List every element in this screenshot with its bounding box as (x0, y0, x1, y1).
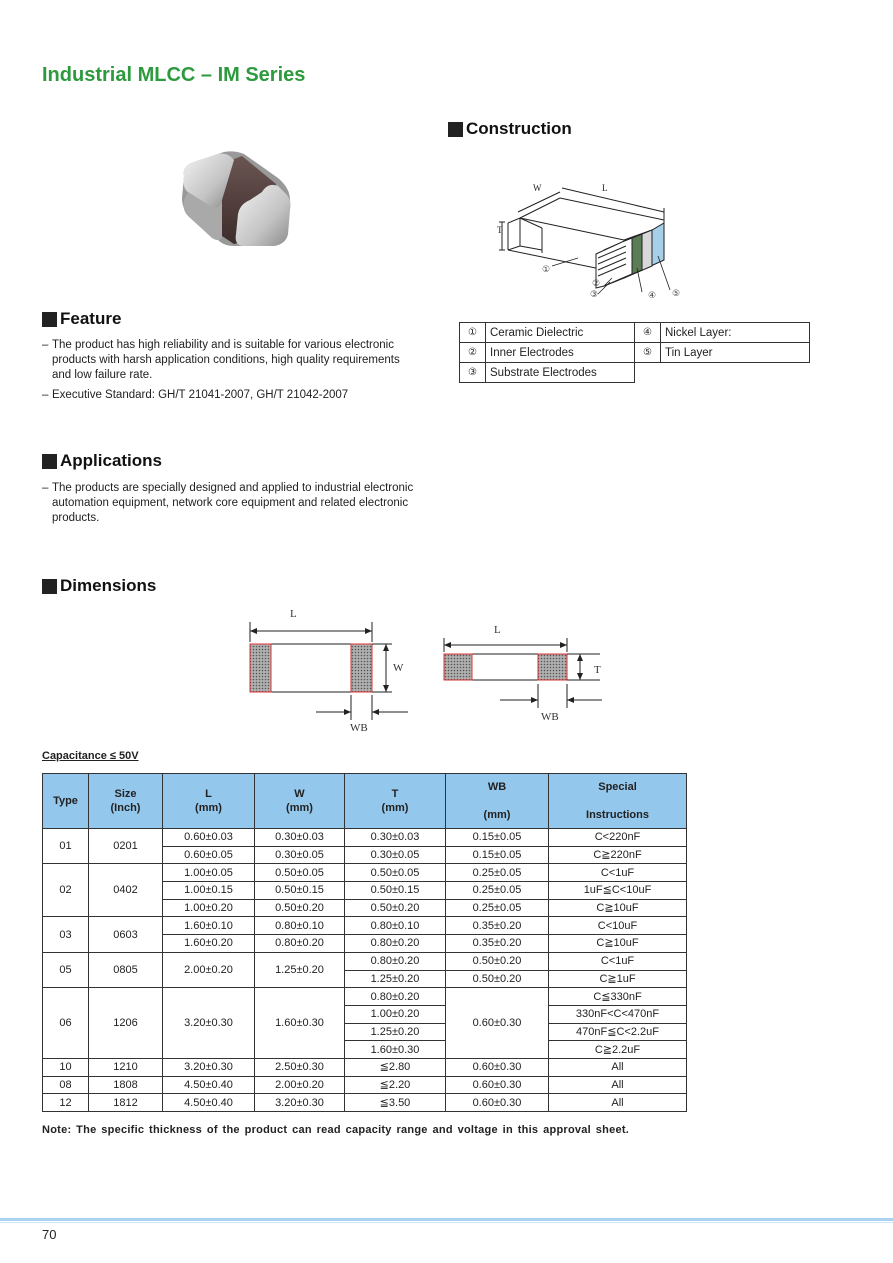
legend-label: Ceramic Dielectric (486, 323, 635, 343)
page-title: Industrial MLCC – IM Series (42, 64, 306, 86)
table-row: 1.00±0.20 0.50±0.20 0.50±0.20 0.25±0.05 C≧10uF (43, 899, 687, 917)
top-view-wb-label: WB (350, 722, 368, 734)
table-row: 12 1812 4.50±0.40 3.20±0.30 ≦3.50 0.60±0.30 All (43, 1094, 687, 1112)
legend-num: ② (460, 343, 486, 363)
table-row: 1.60±0.20 0.80±0.20 0.80±0.20 0.35±0.20 C≧10uF (43, 935, 687, 953)
table-row: 1.00±0.20 330nF<C<470nF (43, 1005, 687, 1023)
construction-w-label: W (533, 183, 542, 193)
table-row: 0.60±0.05 0.30±0.05 0.30±0.05 0.15±0.05 C≧220nF (43, 846, 687, 864)
col-header-l: L (mm) (163, 774, 255, 829)
construction-l-label: L (602, 183, 608, 193)
table-row: 1.60±0.30 C≧2.2uF (43, 1041, 687, 1059)
top-view-l-label: L (290, 608, 297, 620)
construction-legend (459, 322, 810, 383)
construction-heading: Construction (448, 119, 572, 139)
col-header-w: W (mm) (255, 774, 345, 829)
legend-label: Substrate Electrodes (486, 363, 635, 383)
construction-t-label: T (497, 225, 503, 235)
legend-num: ④ (635, 323, 661, 343)
table-row: 03 0603 1.60±0.10 0.80±0.10 0.80±0.10 0.35±0.20 C<10uF (43, 917, 687, 935)
construction-marker-3: ③ (590, 290, 599, 300)
table-row: 02 0402 1.00±0.05 0.50±0.05 0.50±0.05 0.25±0.05 C<1uF (43, 864, 687, 882)
construction-marker-2: ② (592, 279, 601, 289)
feature-bullet: – Executive Standard: GH/T 21041-2007, GH/T 21042-2007 (42, 389, 349, 401)
table-row: 1.25±0.20 0.50±0.20 C≧1uF (43, 970, 687, 988)
capacitance-label: Capacitance ≤ 50V (42, 750, 139, 762)
top-view-w-label: W (393, 662, 404, 674)
construction-marker-1: ① (542, 265, 551, 275)
heading-square-icon (448, 122, 463, 137)
construction-marker-4: ④ (648, 291, 657, 301)
legend-num: ⑤ (635, 343, 661, 363)
side-view-l-label: L (494, 624, 501, 636)
heading-square-icon (42, 312, 57, 327)
heading-square-icon (42, 579, 57, 594)
mlcc-chip-image (172, 148, 297, 250)
col-header-size: Size (Inch) (89, 774, 163, 829)
col-header-wb: WB (mm) (446, 774, 549, 829)
side-view-t-label: T (594, 664, 601, 676)
legend-num: ① (460, 323, 486, 343)
applications-heading: Applications (42, 451, 162, 471)
construction-diagram (492, 178, 702, 303)
table-row: 1.00±0.15 0.50±0.15 0.50±0.15 0.25±0.05 1uF≦C<10uF (43, 882, 687, 900)
feature-heading: Feature (42, 309, 121, 329)
col-header-special: Special Instructions (549, 774, 687, 829)
spec-table (42, 773, 687, 1112)
legend-label: Tin Layer (661, 343, 810, 363)
table-row: 01 0201 0.60±0.03 0.30±0.03 0.30±0.03 0.15±0.05 C<220nF (43, 829, 687, 847)
dimensions-heading: Dimensions (42, 576, 156, 596)
heading-square-icon (42, 454, 57, 469)
table-row: 06 1206 3.20±0.30 1.60±0.30 0.80±0.20 0.60±0.30 C≦330nF (43, 988, 687, 1006)
col-header-type: Type (43, 774, 89, 829)
construction-marker-5: ⑤ (672, 289, 681, 299)
feature-bullet: – The product has high reliability and is suitable for various electronic products with harsh application conditions, high quality requirements and low failure rate. (42, 339, 400, 381)
table-row: 1.25±0.20 470nF≦C<2.2uF (43, 1023, 687, 1041)
dimensions-diagram (240, 600, 620, 735)
footer-rule-thin (0, 1222, 893, 1223)
note-text: Note: The specific thickness of the product can read capacity range and voltage in this approval sheet. (42, 1124, 630, 1136)
applications-bullet: – The products are specially designed and applied to industrial electronic automation equipment, network core equipment and related electronic products. (42, 482, 414, 524)
col-header-t: T (mm) (345, 774, 446, 829)
legend-label: Inner Electrodes (486, 343, 635, 363)
page-number: 70 (42, 1227, 57, 1242)
side-view-wb-label: WB (541, 711, 559, 723)
table-row: 10 1210 3.20±0.30 2.50±0.30 ≦2.80 0.60±0.30 All (43, 1058, 687, 1076)
footer-rule (0, 1218, 893, 1221)
table-row: 05 0805 2.00±0.20 1.25±0.20 0.80±0.20 0.50±0.20 C<1uF (43, 952, 687, 970)
legend-num: ③ (460, 363, 486, 383)
legend-label: Nickel Layer: (661, 323, 810, 343)
table-row: 08 1808 4.50±0.40 2.00±0.20 ≦2.20 0.60±0.30 All (43, 1076, 687, 1094)
